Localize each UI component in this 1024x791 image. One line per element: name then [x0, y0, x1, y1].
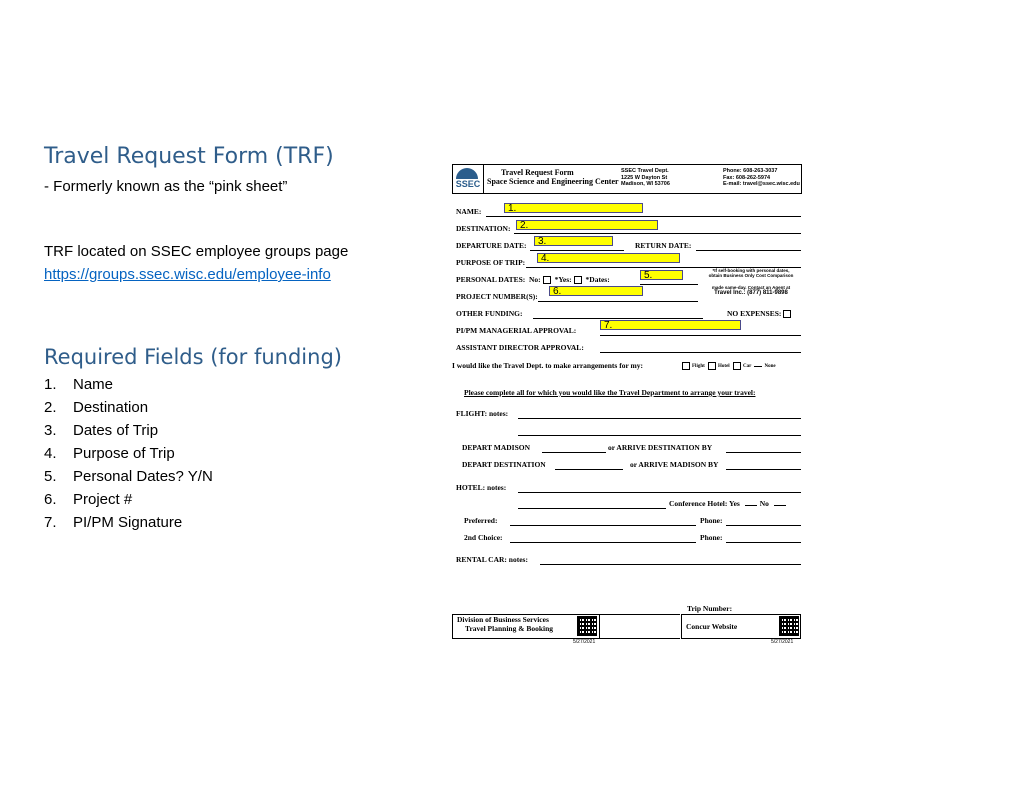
form-header [452, 164, 802, 194]
second-phone-label: Phone: [700, 533, 723, 542]
hotel-label: HOTEL: notes: [456, 483, 507, 492]
highlight-6: 6. [549, 286, 643, 296]
depart-dest-label: DEPART DESTINATION [462, 460, 546, 469]
conference-hotel-label: Conference Hotel: Yes No [669, 499, 786, 508]
preferred-phone-label: Phone: [700, 516, 723, 525]
highlight-1: 1. [504, 203, 643, 213]
depart-dest-line [555, 469, 623, 470]
arrange-checkboxes: Flight Hotel Car None [680, 362, 776, 370]
form-header-address: SSEC Travel Dept. 1225 W Dayton St Madison, WI 53706 [621, 168, 670, 187]
list-item: 1. Name [44, 376, 114, 393]
personal-dates-line [640, 284, 698, 285]
qr-code-icon [779, 616, 799, 636]
required-fields-list [44, 373, 213, 534]
destination-label: DESTINATION: [456, 224, 511, 233]
name-label: NAME: [456, 207, 482, 216]
list-item: 4. Purpose of Trip [44, 445, 175, 462]
rental-car-line [540, 564, 801, 565]
depart-madison-line [542, 452, 606, 453]
list-item: 5. Personal Dates? Y/N [44, 468, 213, 485]
list-item: 7. PI/PM Signature [44, 514, 183, 531]
return-label: RETURN DATE: [635, 241, 692, 250]
highlight-2: 2. [516, 220, 658, 230]
highlight-5: 5. [640, 270, 683, 280]
flight-label: FLIGHT: notes: [456, 409, 509, 418]
asst-approval-label: ASSISTANT DIRECTOR APPROVAL: [456, 343, 584, 352]
pi-approval-line [600, 335, 801, 336]
footer-business-services: Division of Business Services Travel Planning & Booking [452, 614, 600, 639]
pi-approval-label: PI/PM MANAGERIAL APPROVAL: [456, 326, 577, 335]
second-phone-line [726, 542, 801, 543]
footer-trip-number-box [600, 614, 680, 639]
arrange-label: I would like the Travel Dept. to make arrangements for my: [452, 361, 644, 370]
slide-title: Travel Request Form (TRF) [44, 144, 334, 169]
departure-label: DEPARTURE DATE: [456, 241, 527, 250]
footer-date-left: 5/27/2021 [573, 639, 596, 645]
yes-checkbox [574, 276, 582, 284]
arrive-madison-line [726, 469, 801, 470]
highlight-4: 4. [537, 253, 680, 263]
departure-line [530, 250, 624, 251]
personal-dates-label: PERSONAL DATES: No: *Yes: *Dates: [456, 275, 610, 284]
qr-code-icon [577, 616, 597, 636]
footer-date-right: 5/27/2021 [771, 639, 794, 645]
other-funding-label: OTHER FUNDING: [456, 309, 523, 318]
highlight-7: 7. [600, 320, 741, 330]
arrive-dest-label: or ARRIVE DESTINATION BY [608, 443, 713, 452]
preferred-phone-line [726, 525, 801, 526]
no-checkbox [543, 276, 551, 284]
trf-location-text: TRF located on SSEC employee groups page [44, 243, 349, 260]
name-line [486, 216, 801, 217]
second-choice-line [510, 542, 696, 543]
no-expenses-label: NO EXPENSES: [727, 309, 793, 318]
travel-request-form-image [448, 163, 806, 649]
return-line [696, 250, 801, 251]
logo-globe-icon [456, 168, 478, 179]
asst-approval-line [600, 352, 801, 353]
agent-note: made same-day. Contact an Agent at Travel Inc.: (877) 811-9898 [711, 285, 791, 296]
project-line [538, 301, 698, 302]
arrive-dest-line [726, 452, 801, 453]
flight-line-2 [518, 435, 801, 436]
form-header-contact: Phone: 608-263-3037 Fax: 608-262-5974 E-mail: travel@ssec.wisc.edu [723, 168, 800, 187]
purpose-label: PURPOSE OF TRIP: [456, 258, 526, 267]
form-header-title: Travel Request Form Space Science and Engineering Center [487, 168, 619, 186]
required-fields-title: Required Fields (for funding) [44, 345, 342, 369]
depart-madison-label: DEPART MADISON [462, 443, 531, 452]
employee-info-link[interactable]: https://groups.ssec.wisc.edu/employee-info [44, 266, 331, 283]
footer-concur: Concur Website [681, 614, 801, 639]
flight-line-1 [518, 418, 801, 419]
ssec-logo: SSEC [453, 165, 484, 193]
preferred-line [510, 525, 696, 526]
slide-subtitle: - Formerly known as the “pink sheet” [44, 178, 288, 195]
list-item: 6. Project # [44, 491, 133, 508]
destination-line [514, 233, 801, 234]
arrive-madison-label: or ARRIVE MADISON BY [630, 460, 719, 469]
hotel-line-1 [518, 492, 801, 493]
trip-number-label: Trip Number: [687, 604, 733, 613]
list-item: 3. Dates of Trip [44, 422, 159, 439]
rental-car-label: RENTAL CAR: notes: [456, 555, 528, 564]
list-item: 2. Destination [44, 399, 149, 416]
complete-instructions: Please complete all for which you would like the Travel Department to arrange your travel: [464, 388, 756, 397]
second-choice-label: 2nd Choice: [464, 533, 503, 542]
project-label: PROJECT NUMBER(S): [456, 292, 538, 301]
hotel-line-2 [518, 508, 666, 509]
personal-dates-note: *If self-booking with personal dates, obtain Business Only Cost Comparison [708, 268, 794, 278]
other-funding-line [533, 318, 703, 319]
no-expenses-checkbox [783, 310, 791, 318]
highlight-3: 3. [534, 236, 613, 246]
preferred-label: Preferred: [464, 516, 498, 525]
